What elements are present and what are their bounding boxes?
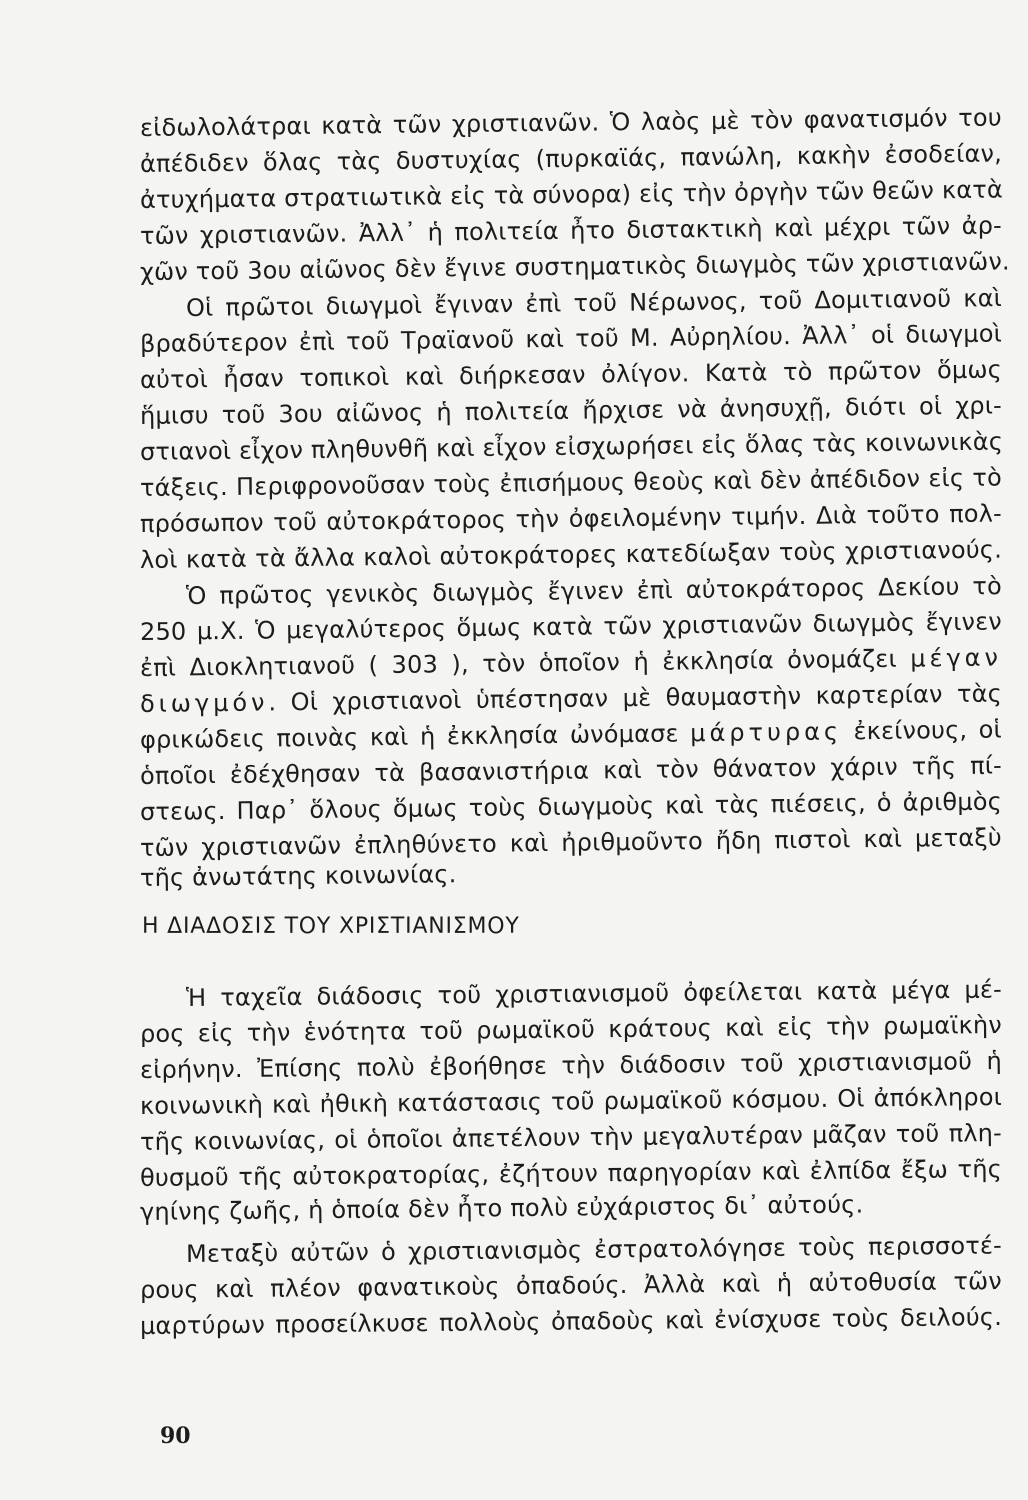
text-fragment: φρικώδεις ποινὰς καὶ ἡ ἐκκλησία ὠνόμασε [139,719,679,754]
text-line: πρόσωπον τοῦ αὐτοκράτορος τὴν ὀφειλομένην τιμήν. Διὰ τοῦτο πολ- [139,499,1003,538]
text-line: ἥμισυ τοῦ 3ου αἰῶνος ἡ πολιτεία ἤρχισε νὰ ἀνησυχῇ, διότι οἱ χρι- [139,391,1003,430]
text-line: εἰδωλολάτραι κατὰ τῶν χριστιανῶν. Ὁ λαὸς μὲ τὸν φανατισμόν του [139,103,1003,142]
text-fragment: ἐπὶ Διοκλητιανοῦ ( 303 ), τὸν ὁποῖον ἡ ἐκκλησία ὀνομάζει [139,644,897,682]
text-line: Οἱ πρῶτοι διωγμοὶ ἔγιναν ἐπὶ τοῦ Νέρωνος, τοῦ Δομιτιανοῦ καὶ [185,284,1003,322]
text-line: εἰρήνην. Ἐπίσης πολὺ ἐβοήθησε τὴν διάδοσιν τοῦ χριστιανισμοῦ ἡ [139,1046,1003,1084]
text-line: ὁποῖοι ἐδέχθησαν τὰ βασανιστήρια καὶ τὸν θάνατον χάριν τῆς πί- [139,751,1003,790]
text-line: ἀτυχήματα στρατιωτικὰ εἰς τὰ σύνορα) εἰς τὴν ὀργὴν τῶν θεῶν κατὰ [139,175,1004,214]
text-line [140,713,1002,756]
text-fragment: . Οἱ χριστιανοὶ ὑπέστησαν μὲ θαυμαστὴν καρτερίαν τὰς [268,679,1003,717]
text-line: στιανοὶ εἶχον πληθυνθῆ καὶ εἶχον εἰσχωρήσει εἰς ὅλας τὰς κοινωνικὰς [139,427,1004,466]
section-heading: Η ΔΙΑΔΟΣΙΣ ΤΟΥ ΧΡΙΣΤΙΑΝΙΣΜΟΥ [142,914,520,939]
page-number: 90 [160,1423,191,1449]
text-line: τῆς ἀνωτάτης κοινωνίας. [139,860,457,892]
text-line: λοὶ κατὰ τὰ ἄλλα καλοὶ αὐτοκράτορες κατεδίωξαν τοὺς χριστιανούς. [139,535,1003,574]
text-line [140,677,1002,720]
text-line: τῶν χριστιανῶν. Ἀλλ᾽ ἡ πολιτεία ἦτο διστακτικὴ καὶ μέχρι τῶν ἀρ- [139,211,1003,250]
text-line: στεως. Παρ᾽ ὅλους ὅμως τοὺς διωγμοὺς καὶ τὰς πιέσεις, ὁ ἀριθμὸς [139,787,1003,826]
text-line: μαρτύρων προσείλκυσε πολλοὺς ὀπαδοὺς καὶ ἐνίσχυσε τοὺς δειλούς. [139,1302,1003,1340]
text-fragment: ἐκείνους, οἱ [853,715,1003,746]
emphasized-term: μάρτυρας [690,717,843,748]
text-line: κοινωνικὴ καὶ ἠθικὴ κατάστασις τοῦ ρωμαϊκοῦ κόσμου. Οἱ ἀπόκληροι [139,1082,1003,1120]
text-line [140,641,1002,684]
text-line: Ὁ πρῶτος γενικὸς διωγμὸς ἔγινεν ἐπὶ αὐτοκράτορος Δεκίου τὸ [185,572,1003,610]
text-line: τῆς κοινωνίας, οἱ ὁποῖοι ἀπετέλουν τὴν μεγαλυτέραν μᾶζαν τοῦ πλη- [139,1118,1003,1156]
emphasized-term: μέγαν [910,643,1003,673]
text-line: χῶν τοῦ 3ου αἰῶνος δὲν ἔγινε συστηματικὸς διωγμὸς τῶν χριστιανῶν. [139,247,1010,286]
text-line: θυσμοῦ τῆς αὐτοκρατορίας, ἐζήτουν παρηγορίαν καὶ ἐλπίδα ἔξω τῆς [139,1154,1003,1192]
text-line: 250 μ.Χ. Ὁ μεγαλύτερος ὅμως κατὰ τῶν χριστιανῶν διωγμὸς ἔγινεν [139,607,1003,646]
text-line: βραδύτερον ἐπὶ τοῦ Τραϊανοῦ καὶ τοῦ Μ. Αὐρηλίου. Ἀλλ᾽ οἱ διωγμοὶ [139,319,1003,358]
text-line: ρος εἰς τὴν ἑνότητα τοῦ ρωμαϊκοῦ κράτους καὶ εἰς τὴν ρωμαϊκὴν [139,1010,1003,1048]
text-line: αὐτοὶ ἦσαν τοπικοὶ καὶ διήρκεσαν ὀλίγον. Κατὰ τὸ πρῶτον ὅμως [139,355,1003,394]
text-line: Μεταξὺ αὐτῶν ὁ χριστιανισμὸς ἐστρατολόγησε τοὺς περισσοτέ- [185,1231,1003,1268]
text-line: Ἡ ταχεῖα διάδοσις τοῦ χριστιανισμοῦ ὀφείλεται κατὰ μέγα μέ- [185,975,1003,1012]
text-line: τῶν χριστιανῶν ἐπληθύνετο καὶ ἠριθμοῦντο ἤδη πιστοὶ καὶ μεταξὺ [139,823,1003,862]
emphasized-term: διωγμόν [139,688,269,718]
text-line: γηίνης ζωῆς, ἡ ὁποία δὲν ἦτο πολὺ εὐχάριστος δι᾽ αὐτούς. [139,1190,864,1226]
text-line: ρους καὶ πλέον φανατικοὺς ὀπαδούς. Ἀλλὰ καὶ ἡ αὐτοθυσία τῶν [139,1266,1003,1304]
text-line: τάξεις. Περιφρονοῦσαν τοὺς ἐπισήμους θεοὺς καὶ δὲν ἀπέδιδον εἰς τὸ [139,463,1003,502]
text-line: ἀπέδιδεν ὅλας τὰς δυστυχίας (πυρκαϊάς, πανώλη, κακὴν ἐσοδείαν, [139,139,1003,178]
